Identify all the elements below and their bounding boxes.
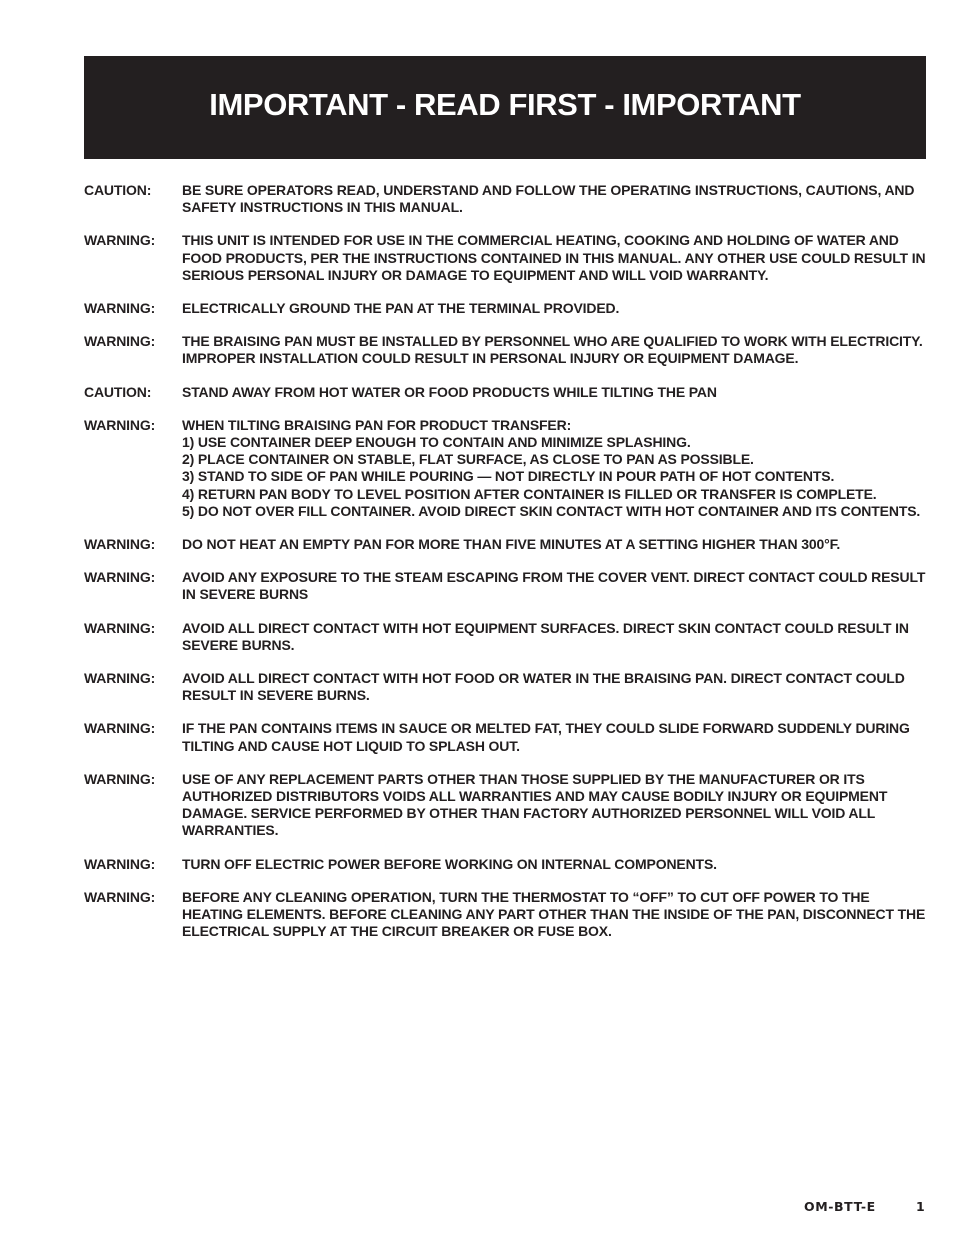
- notice-step: 4) RETURN PAN BODY TO LEVEL POSITION AFTER CONTAINER IS FILLED OR TRANSFER IS COMPLETE.: [182, 485, 877, 502]
- notice-text: ELECTRICALLY GROUND THE PAN AT THE TERMINAL PROVIDED.: [182, 300, 620, 317]
- notice-item: [84, 720, 926, 754]
- notice-item: [84, 569, 926, 603]
- notice-label: WARNING:: [84, 720, 156, 737]
- notice-text-list: [182, 417, 926, 520]
- notice-step: 2) PLACE CONTAINER ON STABLE, FLAT SURFACE, AS CLOSE TO PAN AS POSSIBLE.: [182, 451, 754, 468]
- notice-label: WARNING:: [84, 888, 156, 905]
- notice-item: [84, 771, 926, 840]
- notice-text: DO NOT HEAT AN EMPTY PAN FOR MORE THAN FIVE MINUTES AT A SETTING HIGHER THAN 300°F.: [182, 536, 841, 553]
- notice-text: AVOID ANY EXPOSURE TO THE STEAM ESCAPING FROM THE COVER VENT. DIRECT CONTACT COULD RESULT IN SEVERE BURNS: [182, 569, 926, 603]
- notice-text: THIS UNIT IS INTENDED FOR USE IN THE COMMERCIAL HEATING, COOKING AND HOLDING OF WATER AND FOOD PRODUCTS, PER THE INSTRUCTIONS CONTAINED IN THIS MANUAL. ANY OTHER USE COULD RESULT IN SERIOUS PERSONAL INJURY OR DAMAGE TO EQUIPMENT AND WILL VOID WARRANTY.: [182, 232, 926, 283]
- notice-label: CAUTION:: [84, 182, 152, 198]
- page-title: IMPORTANT - READ FIRST - IMPORTANT: [209, 86, 801, 122]
- notice-item: [84, 232, 926, 284]
- notice-item: [84, 670, 926, 704]
- notice-item: [84, 384, 926, 401]
- page-number: 1: [916, 1199, 925, 1214]
- notice-label: CAUTION:: [84, 383, 152, 400]
- notice-text: AVOID ALL DIRECT CONTACT WITH HOT FOOD OR WATER IN THE BRAISING PAN. DIRECT CONTACT COULD RESULT IN SEVERE BURNS.: [182, 670, 905, 704]
- document-code: OM-BTT-E: [804, 1199, 876, 1214]
- notice-text: TURN OFF ELECTRIC POWER BEFORE WORKING ON INTERNAL COMPONENTS.: [182, 855, 717, 872]
- notice-item: [84, 536, 926, 553]
- notice-label: WARNING:: [84, 855, 156, 872]
- notice-item: [84, 182, 926, 216]
- notice-label: WARNING:: [84, 770, 156, 787]
- notice-text: THE BRAISING PAN MUST BE INSTALLED BY PERSONNEL WHO ARE QUALIFIED TO WORK WITH ELECTRICITY. IMPROPER INSTALLATION COULD RESULT IN PERSONAL INJURY OR EQUIPMENT DAMAGE.: [182, 333, 923, 367]
- notice-text: IF THE PAN CONTAINS ITEMS IN SAUCE OR MELTED FAT, THEY COULD SLIDE FORWARD SUDDENLY DURING TILTING AND CAUSE HOT LIQUID TO SPLASH OUT.: [182, 720, 910, 754]
- notice-text: AVOID ALL DIRECT CONTACT WITH HOT EQUIPMENT SURFACES. DIRECT SKIN CONTACT COULD RESULT IN SEVERE BURNS.: [182, 619, 909, 653]
- notice-item: [84, 889, 926, 941]
- notice-item: [84, 333, 926, 367]
- notice-item: [84, 300, 926, 317]
- notice-label: WARNING:: [84, 619, 156, 636]
- notice-item: [84, 417, 926, 520]
- notice-step: 1) USE CONTAINER DEEP ENOUGH TO CONTAIN AND MINIMIZE SPLASHING.: [182, 434, 691, 451]
- header-banner: [84, 56, 926, 159]
- notice-label: WARNING:: [84, 232, 156, 249]
- notice-label: WARNING:: [84, 300, 156, 317]
- notice-label: WARNING:: [84, 536, 156, 553]
- notice-step: 3) STAND TO SIDE OF PAN WHILE POURING — NOT DIRECTLY IN POUR PATH OF HOT CONTENTS.: [182, 468, 835, 485]
- notice-item: [84, 856, 926, 873]
- notice-label: WARNING:: [84, 333, 156, 350]
- notice-text: USE OF ANY REPLACEMENT PARTS OTHER THAN THOSE SUPPLIED BY THE MANUFACTURER OR ITS AUTHORIZED DISTRIBUTORS VOIDS ALL WARRANTIES AND MAY CAUSE BODILY INJURY OR EQUIPMENT DAMAGE. SERVICE PERFORMED BY OTHER THAN FACTORY AUTHORIZED PERSONNEL WILL VOID ALL WARRANTIES.: [182, 770, 888, 839]
- notice-label: WARNING:: [84, 569, 156, 586]
- notice-text: BE SURE OPERATORS READ, UNDERSTAND AND FOLLOW THE OPERATING INSTRUCTIONS, CAUTIONS, AND SAFETY INSTRUCTIONS IN THIS MANUAL.: [182, 182, 915, 216]
- notice-step: 5) DO NOT OVER FILL CONTAINER. AVOID DIRECT SKIN CONTACT WITH HOT CONTAINER AND ITS CONTENTS.: [182, 502, 921, 519]
- notice-text: STAND AWAY FROM HOT WATER OR FOOD PRODUCTS WHILE TILTING THE PAN: [182, 383, 717, 400]
- safety-notice-list: [84, 182, 926, 957]
- notice-text: BEFORE ANY CLEANING OPERATION, TURN THE THERMOSTAT TO “OFF” TO CUT OFF POWER TO THE HEATING ELEMENTS. BEFORE CLEANING ANY PART OTHER THAN THE INSIDE OF THE PAN, DISCONNECT THE ELECTRICAL SUPPLY AT THE CIRCUIT BREAKER OR FUSE BOX.: [182, 888, 926, 940]
- notice-label: WARNING:: [84, 670, 156, 687]
- notice-line: WHEN TILTING BRAISING PAN FOR PRODUCT TRANSFER:: [182, 416, 572, 433]
- notice-item: [84, 620, 926, 654]
- notice-label: WARNING:: [84, 416, 156, 433]
